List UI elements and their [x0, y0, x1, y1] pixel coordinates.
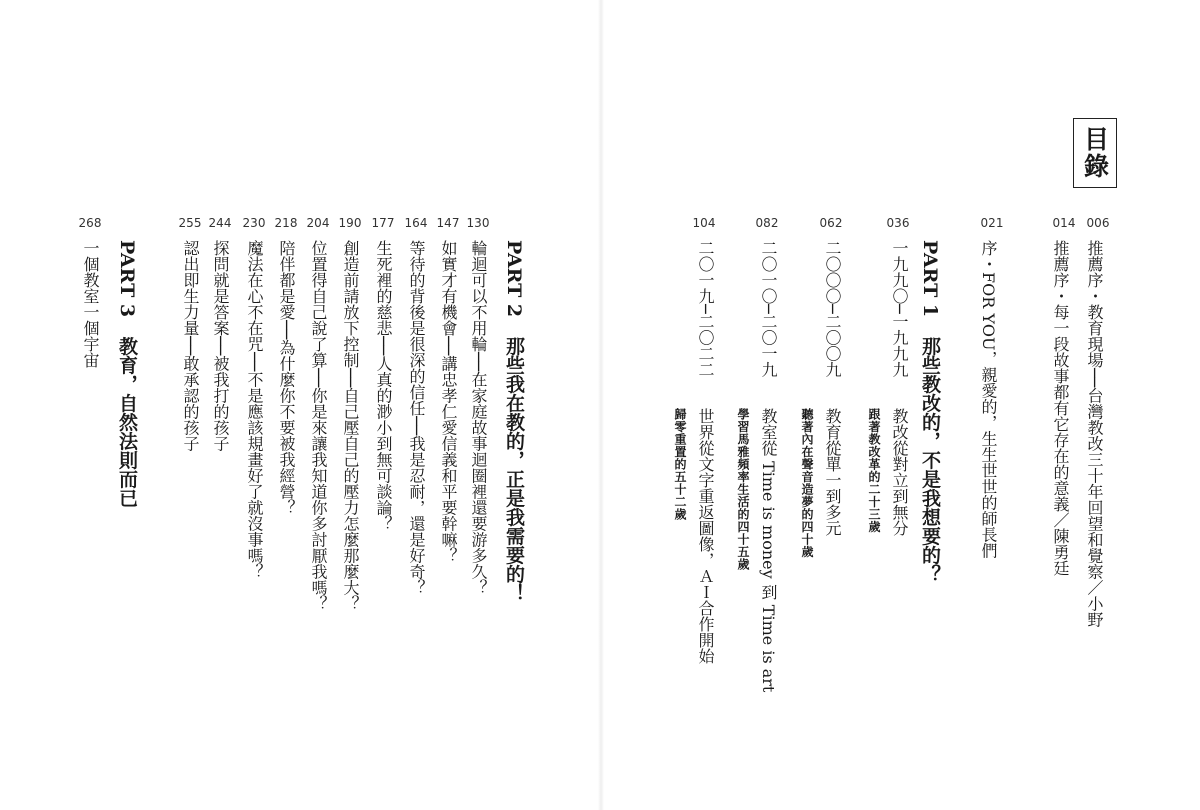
page-number: 006 [1086, 216, 1110, 230]
part-title: 那些教改的，不是我想要的？ [919, 336, 941, 584]
toc-entry[interactable]: 探問就是答案──被我打的孩子 [211, 240, 230, 452]
toc-entry-note: 聽著內在聲音造夢的四十歲 [800, 408, 814, 558]
toc-entry-title[interactable]: 一九九〇─一九九九 [890, 240, 909, 378]
page-number: 062 [819, 216, 843, 230]
part-title: 那些我在教的，正是我需要的！ [503, 336, 525, 603]
toc-entry-title[interactable]: 二〇〇〇─二〇〇九 [823, 240, 842, 378]
page-number: 014 [1052, 216, 1076, 230]
toc-entry-subtitle[interactable]: 教室從 Time is money 到 Time is art [759, 408, 778, 693]
toc-entry[interactable]: 序・FOR YOU，親愛的，生生世世的師長們 [979, 240, 998, 559]
toc-entry[interactable]: 生死裡的慈悲──人真的渺小到無可談論？ [374, 240, 393, 532]
toc-entry[interactable]: 魔法在心不在咒──不是應該規畫好了就沒事嗎？ [245, 240, 264, 580]
toc-entry-subtitle[interactable]: 教育從單一到多元 [823, 408, 842, 536]
part-3-heading [117, 240, 136, 507]
book-spine [598, 0, 604, 810]
part-title: 教育，自然法則而已 [116, 336, 138, 508]
page-number: 230 [242, 216, 266, 230]
toc-entry[interactable]: 輪迴可以不用輪──在家庭故事迴圈裡還要游多久？ [469, 240, 488, 596]
page-number: 255 [178, 216, 202, 230]
page-number: 164 [404, 216, 428, 230]
toc-entry-title[interactable]: 二〇一九─二〇二二 [696, 240, 715, 378]
page-number: 204 [306, 216, 330, 230]
part-2-heading [504, 240, 523, 602]
page-number: 244 [208, 216, 232, 230]
part-label: PART 3 [116, 240, 138, 318]
part-label: PART 2 [503, 240, 525, 318]
toc-entry[interactable]: 位置得自己說了算──你是來讓我知道你多討厭我嗎？ [309, 240, 328, 612]
toc-entry[interactable]: 推薦序・教育現場──台灣教改三十年回望和覺察／小野 [1085, 240, 1104, 628]
page-number: 147 [436, 216, 460, 230]
toc-title-box [1073, 118, 1117, 188]
toc-entry[interactable]: 創造前請放下控制──自己壓自己的壓力怎麼那麼大？ [341, 240, 360, 612]
page-number: 218 [274, 216, 298, 230]
toc-entry[interactable]: 陪伴都是愛──為什麼你不要被我經營？ [277, 240, 296, 516]
page-number: 177 [371, 216, 395, 230]
page-number: 130 [466, 216, 490, 230]
page-number: 036 [886, 216, 910, 230]
page-number: 082 [755, 216, 779, 230]
toc-entry[interactable]: 推薦序・每一段故事都有它存在的意義／陳勇廷 [1051, 240, 1070, 576]
page-number: 021 [980, 216, 1004, 230]
toc-entry-note: 學習馬雅頻率生活的四十五歲 [736, 408, 750, 571]
toc-entry-subtitle[interactable]: 教改從對立到無分 [890, 408, 909, 536]
part-label: PART 1 [919, 240, 941, 318]
part-1-heading [920, 240, 939, 583]
toc-entry[interactable]: 認出即生力量──敢承認的孩子 [181, 240, 200, 452]
toc-entry[interactable]: 等待的背後是很深的信任──我是忍耐，還是好奇？ [407, 240, 426, 596]
toc-title: 目錄 [1080, 126, 1110, 180]
toc-entry[interactable]: 如實才有機會──講忠孝仁愛信義和平要幹嘛？ [439, 240, 458, 564]
page-number: 268 [78, 216, 102, 230]
page-number: 104 [692, 216, 716, 230]
page-number: 190 [338, 216, 362, 230]
toc-entry[interactable]: 一個教室一個宇宙 [81, 240, 100, 368]
toc-entry-note: 歸零重置的五十二歲 [673, 408, 687, 521]
toc-entry-subtitle[interactable]: 世界從文字重返圖像，ＡＩ合作開始 [696, 408, 715, 664]
toc-entry-note: 跟著教改革的二十三歲 [867, 408, 881, 533]
toc-entry-title[interactable]: 二〇一〇─二〇一九 [759, 240, 778, 378]
